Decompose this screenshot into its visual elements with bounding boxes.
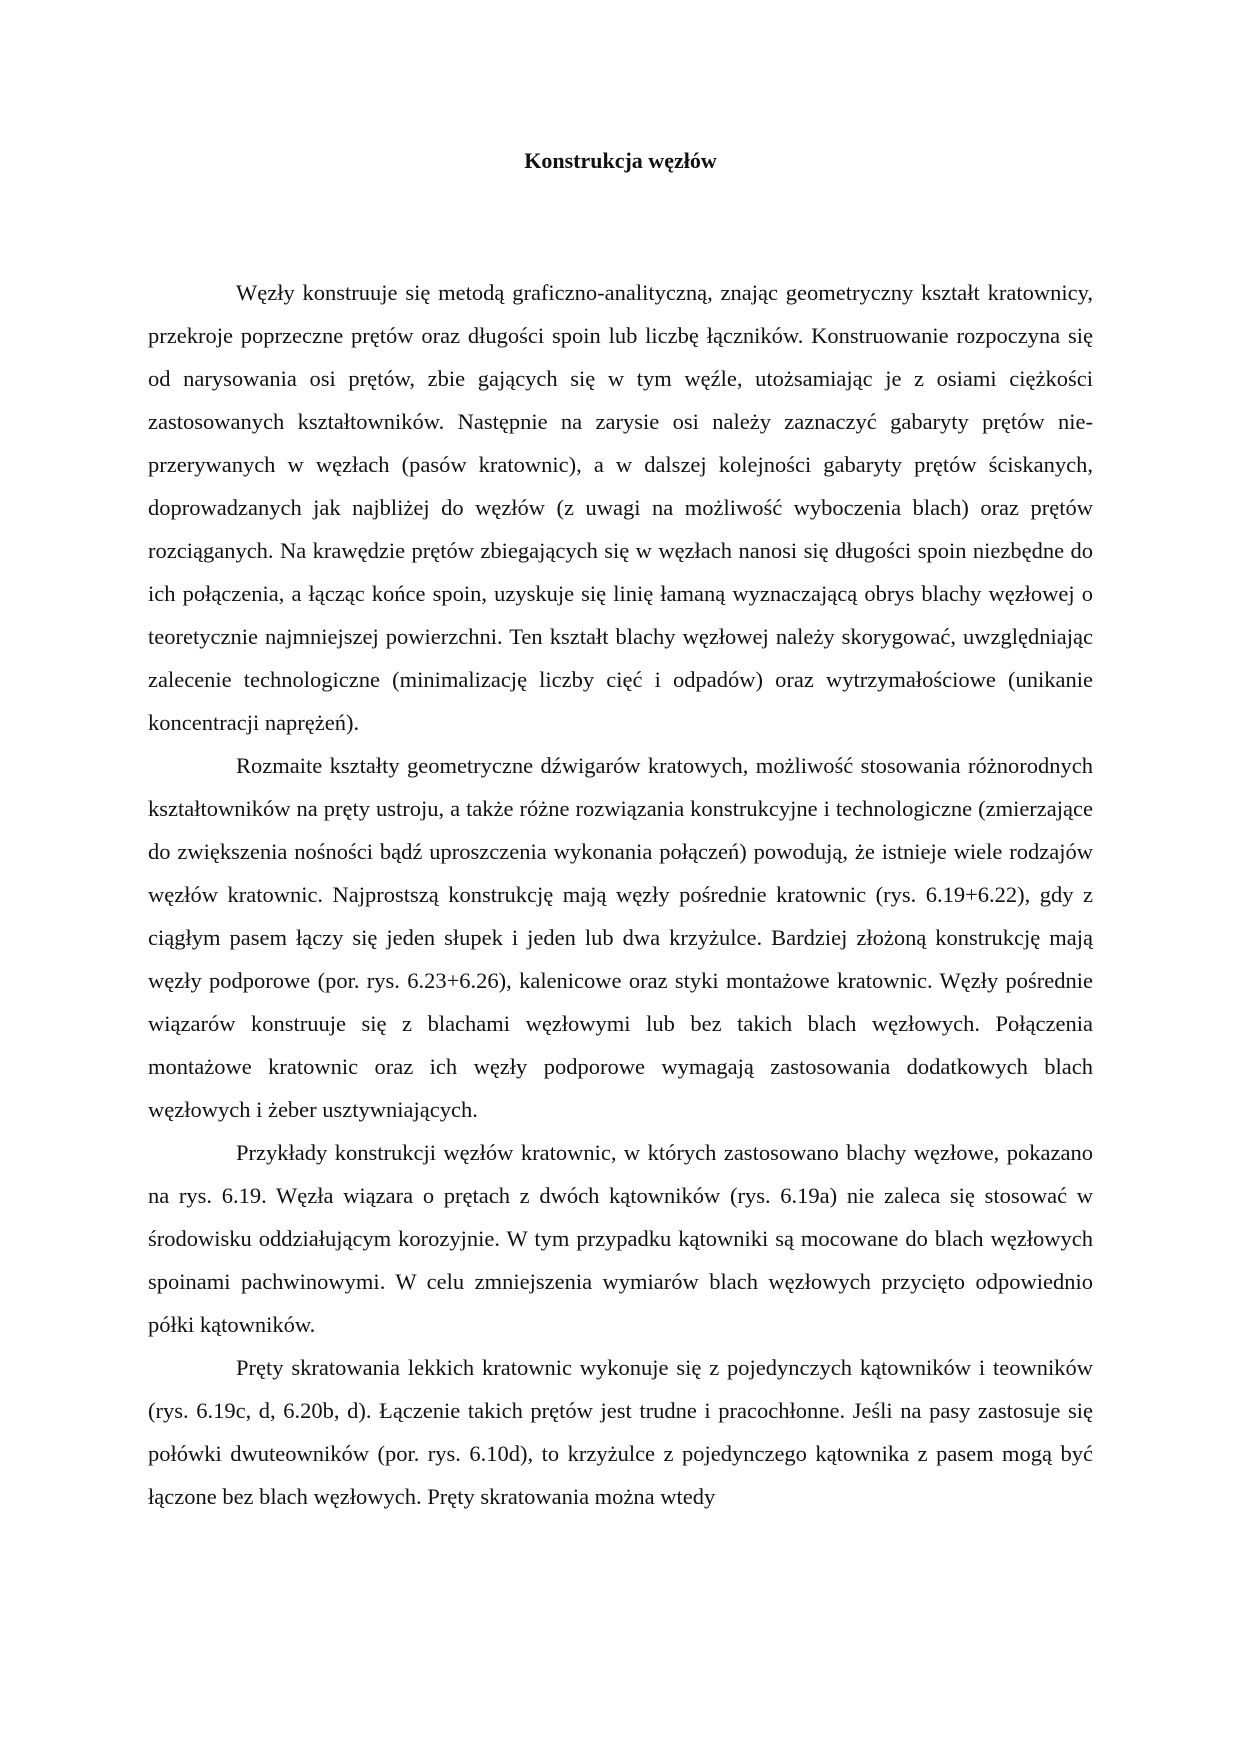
paragraph: Węzły konstruuje się metodą graficzno-analityczną, znając geometryczny kształt kratownicy, przekroje poprzeczne prętów oraz długości spoin lub liczbę łączników. Konstruowanie rozpoczyna się od narysowania osi prętów, zbie gających się w tym węźle, utożsamiając je z osiami ciężkości zastosowanych kształtowników. Następnie na zarysie osi należy zaznaczyć gabaryty prętów nie-przerywanych w węzłach (pasów kratownic), a w dalszej kolejności gabaryty prętów ściskanych, doprowadzanych jak najbliżej do węzłów (z uwagi na możliwość wyboczenia blach) oraz prętów rozciąganych. Na krawędzie prętów zbiegających się w węzłach nanosi się długości spoin niezbędne do ich połączenia, a łącząc końce spoin, uzyskuje się linię łamaną wyznaczającą obrys blachy węzłowej o teoretycznie najmniejszej powierzchni. Ten kształt blachy węzłowej należy skorygować, uwzględniając zalecenie technologiczne (minimalizację liczby cięć i odpadów) oraz wytrzymałościowe (unikanie koncentracji naprężeń). — [148, 280, 1093, 735]
document-body — [148, 271, 1093, 1518]
paragraph: Rozmaite kształty geometryczne dźwigarów kratowych, możliwość stosowania różnorodnych kształtowników na pręty ustroju, a także różne rozwiązania konstrukcyjne i technologiczne (zmierzające do zwiększenia nośności bądź uproszczenia wykonania połączeń) powodują, że istnieje wiele rodzajów węzłów kratownic. Najprostszą konstrukcję mają węzły pośrednie kratownic (rys. 6.19+6.22), gdy z ciągłym pasem łączy się jeden słupek i jeden lub dwa krzyżulce. Bardziej złożoną konstrukcję mają węzły podporowe (por. rys. 6.23+6.26), kalenicowe oraz styki montażowe kratownic. Węzły pośrednie wiązarów konstruuje się z blachami węzłowymi lub bez takich blach węzłowych. Połączenia montażowe kratownic oraz ich węzły podporowe wymagają zastosowania dodatkowych blach węzłowych i żeber usztywniających. — [148, 753, 1093, 1122]
document-title: Konstrukcja węzłów — [524, 148, 717, 173]
paragraph: Pręty skratowania lekkich kratownic wykonuje się z pojedynczych kątowników i teowników (rys. 6.19c, d, 6.20b, d). Łączenie takich prętów jest trudne i pracochłonne. Jeśli na pasy zastosuje się połówki dwuteowników (por. rys. 6.10d), to krzyżulce z pojedynczego kątownika z pasem mogą być łączone bez blach węzłowych. Pręty skratowania można wtedy — [148, 1355, 1093, 1509]
paragraph: Przykłady konstrukcji węzłów kratownic, w których zastosowano blachy węzłowe, pokazano na rys. 6.19. Węzła wiązara o prętach z dwóch kątowników (rys. 6.19a) nie zaleca się stosować w środowisku oddziałującym korozyjnie. W tym przypadku kątowniki są mocowane do blach węzłowych spoinami pachwinowymi. W celu zmniejszenia wymiarów blach węzłowych przycięto odpowiednio półki kątowników. — [148, 1140, 1093, 1337]
